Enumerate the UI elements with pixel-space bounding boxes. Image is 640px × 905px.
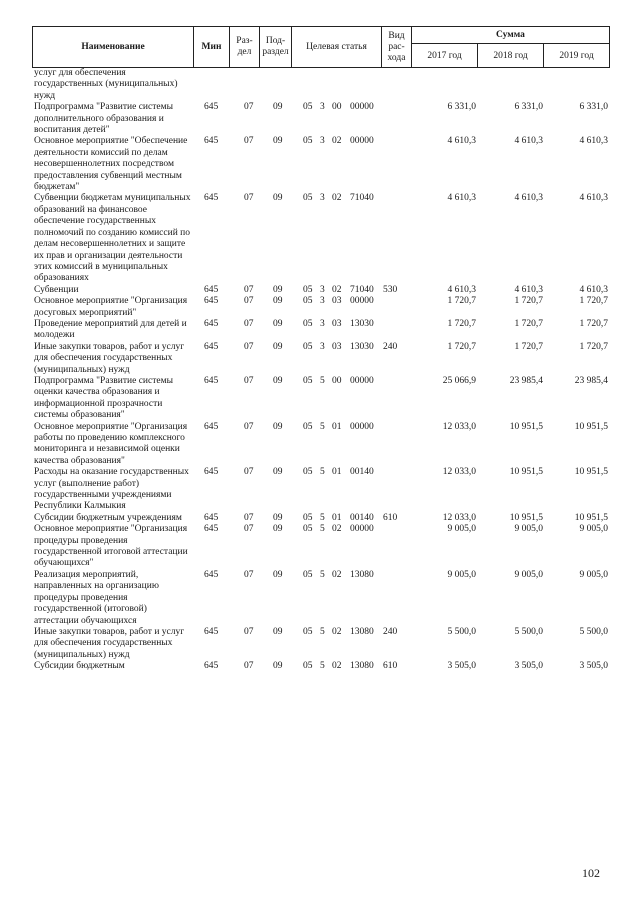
row-c3: 00 <box>332 102 342 113</box>
row-s1: 9 005,0 <box>447 569 476 580</box>
row-c2: 5 <box>320 467 325 478</box>
row-c3: 02 <box>332 524 342 535</box>
row-s2: 1 720,7 <box>514 296 543 307</box>
header-name: Наименование <box>33 27 194 67</box>
row-s2: 3 505,0 <box>514 661 543 672</box>
row-c4: 13080 <box>350 661 374 672</box>
row-vid: 530 <box>383 284 398 295</box>
row-min: 645 <box>204 421 219 432</box>
row-min: 645 <box>204 661 219 672</box>
row-min: 645 <box>204 341 219 352</box>
row-name: Иные закупки товаров, работ и услуг для обеспечения государственных (муниципальных) нужд <box>34 626 185 660</box>
row-c1: 05 <box>303 375 313 386</box>
row-s2: 23 985,4 <box>509 375 543 386</box>
row-podr: 09 <box>273 318 283 329</box>
row-c1: 05 <box>303 626 313 637</box>
table-row <box>32 68 610 102</box>
row-min: 645 <box>204 524 219 535</box>
header-sum: Сумма <box>412 27 609 44</box>
row-c4: 00000 <box>350 375 374 386</box>
row-name: Подпрограмма "Развитие системы оценки качества образования и информационной прозрачности системы образования" <box>34 375 173 421</box>
row-c2: 3 <box>320 136 325 147</box>
row-razd: 07 <box>244 421 254 432</box>
row-c1: 05 <box>303 569 313 580</box>
row-min: 645 <box>204 512 219 523</box>
row-s1: 6 331,0 <box>447 102 476 113</box>
row-vid: 610 <box>383 512 398 523</box>
row-s3: 6 331,0 <box>579 102 608 113</box>
table-row <box>32 524 610 570</box>
row-c3: 01 <box>332 421 342 432</box>
row-c1: 05 <box>303 296 313 307</box>
row-min: 645 <box>204 193 219 204</box>
row-s2: 4 610,3 <box>514 193 543 204</box>
row-min: 645 <box>204 102 219 113</box>
header-year-2018: 2018 год <box>478 44 544 67</box>
row-s3: 9 005,0 <box>579 524 608 535</box>
row-s2: 10 951,5 <box>509 421 543 432</box>
row-razd: 07 <box>244 375 254 386</box>
row-s3: 10 951,5 <box>574 421 608 432</box>
row-c4: 00000 <box>350 524 374 535</box>
row-s1: 12 033,0 <box>442 421 476 432</box>
row-s2: 10 951,5 <box>509 467 543 478</box>
row-c2: 3 <box>320 193 325 204</box>
table-row <box>32 296 610 319</box>
table-row <box>32 319 610 342</box>
row-razd: 07 <box>244 626 254 637</box>
row-s1: 9 005,0 <box>447 524 476 535</box>
table-row <box>32 570 610 627</box>
row-c4: 13030 <box>350 341 374 352</box>
table-row <box>32 193 610 284</box>
row-s2: 9 005,0 <box>514 569 543 580</box>
row-podr: 09 <box>273 284 283 295</box>
row-c1: 05 <box>303 102 313 113</box>
row-c1: 05 <box>303 661 313 672</box>
row-c1: 05 <box>303 284 313 295</box>
table-row <box>32 661 610 672</box>
row-podr: 09 <box>273 421 283 432</box>
row-name: Основное мероприятие "Организация досуговых мероприятий" <box>34 296 188 318</box>
row-min: 645 <box>204 467 219 478</box>
row-c1: 05 <box>303 421 313 432</box>
row-podr: 09 <box>273 524 283 535</box>
row-c4: 00000 <box>350 136 374 147</box>
header-razdel: Раз- дел <box>230 27 260 67</box>
row-s1: 12 033,0 <box>442 467 476 478</box>
row-s3: 4 610,3 <box>579 193 608 204</box>
table-row <box>32 467 610 513</box>
row-s3: 10 951,5 <box>574 512 608 523</box>
table-row <box>32 342 610 376</box>
row-c4: 00000 <box>350 102 374 113</box>
row-podr: 09 <box>273 296 283 307</box>
row-s1: 1 720,7 <box>447 296 476 307</box>
row-c4: 71040 <box>350 193 374 204</box>
row-razd: 07 <box>244 524 254 535</box>
row-podr: 09 <box>273 102 283 113</box>
page-number: 102 <box>582 866 600 880</box>
row-razd: 07 <box>244 296 254 307</box>
row-name: Субвенции бюджетам муниципальных образований на финансовое обеспечение государственных полномочий по созданию комиссий по делам несовершеннолетних и защите их прав и организации деятельности этих комиссий в муниципальных образованиях <box>34 193 191 284</box>
row-name: Субсидии бюджетным учреждениям <box>34 512 182 523</box>
row-c3: 03 <box>332 318 342 329</box>
header-podrazdel: Под- раздел <box>260 27 292 67</box>
row-s2: 4 610,3 <box>514 284 543 295</box>
row-min: 645 <box>204 626 219 637</box>
row-c4: 13080 <box>350 626 374 637</box>
row-s1: 5 500,0 <box>447 626 476 637</box>
row-razd: 07 <box>244 102 254 113</box>
row-razd: 07 <box>244 341 254 352</box>
row-s3: 1 720,7 <box>579 296 608 307</box>
row-c1: 05 <box>303 341 313 352</box>
row-c3: 01 <box>332 512 342 523</box>
row-c2: 5 <box>320 626 325 637</box>
row-podr: 09 <box>273 136 283 147</box>
row-s2: 4 610,3 <box>514 136 543 147</box>
row-c4: 71040 <box>350 284 374 295</box>
row-c2: 3 <box>320 318 325 329</box>
row-podr: 09 <box>273 375 283 386</box>
row-vid: 240 <box>383 626 398 637</box>
row-name: Иные закупки товаров, работ и услуг для обеспечения государственных (муниципальных) нужд <box>34 341 185 375</box>
row-razd: 07 <box>244 136 254 147</box>
row-c1: 05 <box>303 512 313 523</box>
row-s1: 4 610,3 <box>447 284 476 295</box>
row-c3: 02 <box>332 661 342 672</box>
row-c2: 5 <box>320 375 325 386</box>
row-podr: 09 <box>273 193 283 204</box>
header-year-2019: 2019 год <box>559 50 594 61</box>
row-razd: 07 <box>244 318 254 329</box>
row-razd: 07 <box>244 661 254 672</box>
row-podr: 09 <box>273 512 283 523</box>
row-s3: 5 500,0 <box>579 626 608 637</box>
row-razd: 07 <box>244 512 254 523</box>
row-name: услуг для обеспечения государственных (муниципальных) нужд <box>34 68 178 101</box>
row-c1: 05 <box>303 467 313 478</box>
row-min: 645 <box>204 375 219 386</box>
row-c4: 00000 <box>350 296 374 307</box>
row-name: Реализация мероприятий, направленных на организацию процедуры проведения государственной (итоговой) аттестации обучающихся <box>34 569 159 626</box>
row-c4: 00000 <box>350 421 374 432</box>
row-c3: 03 <box>332 341 342 352</box>
row-s1: 1 720,7 <box>447 318 476 329</box>
row-name: Субвенции <box>34 284 79 295</box>
row-c2: 3 <box>320 102 325 113</box>
row-s1: 4 610,3 <box>447 193 476 204</box>
row-podr: 09 <box>273 569 283 580</box>
row-name: Основное мероприятие "Обеспечение деятельности комиссий по делам несовершеннолетних посредством предоставления субвенций местным бюджетам" <box>34 136 188 193</box>
table-body <box>32 68 610 673</box>
row-name: Расходы на оказание государственных услуг (выполнение работ) государственными учреждениями Республики Калмыкия <box>34 467 189 512</box>
row-s3: 10 951,5 <box>574 467 608 478</box>
row-s3: 1 720,7 <box>579 318 608 329</box>
row-s2: 10 951,5 <box>509 512 543 523</box>
header-min: Мин <box>194 27 230 67</box>
row-s1: 3 505,0 <box>447 661 476 672</box>
header-year-2017: 2017 год <box>412 44 478 67</box>
row-c2: 3 <box>320 341 325 352</box>
table-row <box>32 136 610 193</box>
row-c3: 02 <box>332 284 342 295</box>
table-row <box>32 285 610 296</box>
table-row <box>32 422 610 468</box>
row-razd: 07 <box>244 193 254 204</box>
table-row <box>32 376 610 422</box>
header-vid: Вид рас- хода <box>382 27 412 67</box>
row-c3: 01 <box>332 467 342 478</box>
row-min: 645 <box>204 318 219 329</box>
row-c2: 5 <box>320 512 325 523</box>
row-vid: 240 <box>383 341 398 352</box>
row-c2: 5 <box>320 524 325 535</box>
row-s1: 1 720,7 <box>447 341 476 352</box>
row-c4: 00140 <box>350 512 374 523</box>
row-razd: 07 <box>244 569 254 580</box>
row-podr: 09 <box>273 661 283 672</box>
row-c1: 05 <box>303 318 313 329</box>
row-name: Основное мероприятие "Организация процедуры проведения государственной итоговой аттестации обучающихся" <box>34 524 188 569</box>
row-c2: 5 <box>320 569 325 580</box>
row-c3: 00 <box>332 375 342 386</box>
row-podr: 09 <box>273 626 283 637</box>
row-min: 645 <box>204 136 219 147</box>
table-row <box>32 627 610 661</box>
row-s3: 4 610,3 <box>579 284 608 295</box>
row-name: Подпрограмма "Развитие системы дополнительного образования и воспитания детей" <box>34 102 173 136</box>
row-c3: 02 <box>332 626 342 637</box>
row-min: 645 <box>204 569 219 580</box>
table-row <box>32 513 610 524</box>
row-c3: 02 <box>332 193 342 204</box>
row-min: 645 <box>204 296 219 307</box>
row-vid: 610 <box>383 661 398 672</box>
row-c3: 02 <box>332 136 342 147</box>
row-s3: 3 505,0 <box>579 661 608 672</box>
row-podr: 09 <box>273 341 283 352</box>
row-name: Субсидии бюджетным <box>34 661 125 672</box>
row-s1: 4 610,3 <box>447 136 476 147</box>
row-s2: 5 500,0 <box>514 626 543 637</box>
row-c1: 05 <box>303 524 313 535</box>
row-c2: 3 <box>320 284 325 295</box>
row-c4: 00140 <box>350 467 374 478</box>
row-c1: 05 <box>303 136 313 147</box>
row-razd: 07 <box>244 467 254 478</box>
row-s1: 25 066,9 <box>442 375 476 386</box>
row-s2: 1 720,7 <box>514 341 543 352</box>
row-c1: 05 <box>303 193 313 204</box>
row-name: Основное мероприятие "Организация работы по проведению комплексного мониторинга и независимой оценки качества образования" <box>34 421 188 466</box>
row-c3: 02 <box>332 569 342 580</box>
row-c3: 03 <box>332 296 342 307</box>
row-s3: 1 720,7 <box>579 341 608 352</box>
row-c2: 5 <box>320 661 325 672</box>
table-row <box>32 102 610 136</box>
row-s2: 1 720,7 <box>514 318 543 329</box>
row-razd: 07 <box>244 284 254 295</box>
row-c4: 13080 <box>350 569 374 580</box>
row-min: 645 <box>204 284 219 295</box>
row-c2: 5 <box>320 421 325 432</box>
row-s2: 6 331,0 <box>514 102 543 113</box>
row-s1: 12 033,0 <box>442 512 476 523</box>
row-s3: 9 005,0 <box>579 569 608 580</box>
header-target: Целевая статья <box>292 27 382 67</box>
row-podr: 09 <box>273 467 283 478</box>
row-c4: 13030 <box>350 318 374 329</box>
row-s2: 9 005,0 <box>514 524 543 535</box>
row-name: Проведение мероприятий для детей и молодежи <box>34 318 187 341</box>
table-header <box>32 26 610 68</box>
row-c2: 3 <box>320 296 325 307</box>
row-s3: 4 610,3 <box>579 136 608 147</box>
row-s3: 23 985,4 <box>574 375 608 386</box>
